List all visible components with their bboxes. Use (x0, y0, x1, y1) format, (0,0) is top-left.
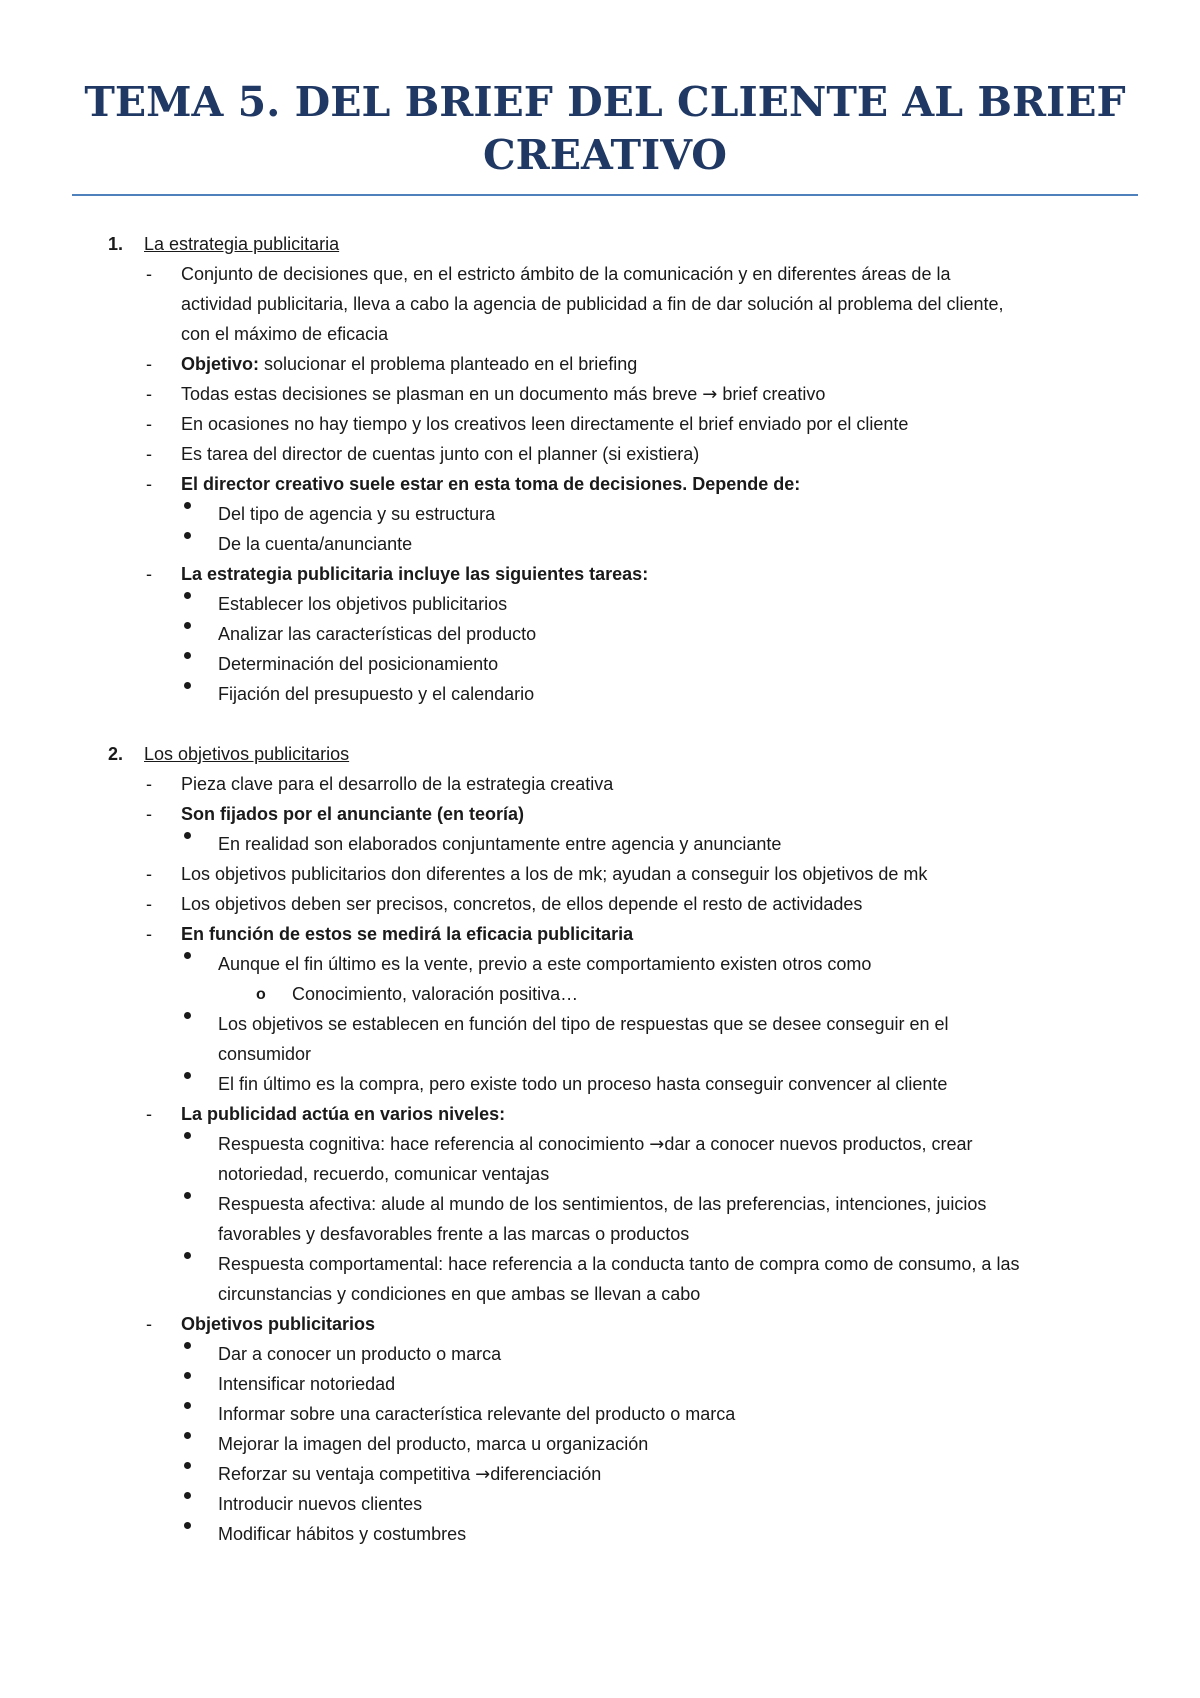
list-item-text: En ocasiones no hay tiempo y los creativos leen directamente el brief enviado por el cliente (181, 414, 909, 434)
list-item-text: Todas estas decisiones se plasman en un documento más breve (181, 384, 703, 404)
dash-marker: - (146, 474, 152, 494)
section-title: Los objetivos publicitarios (144, 744, 350, 764)
list-item-text: En función de estos se medirá la eficacia publicitaria (181, 924, 634, 944)
bullet-dot-icon (184, 1432, 191, 1439)
dash-marker: - (146, 864, 152, 884)
sub-item-text: diferenciación (490, 1464, 602, 1484)
sub-item (218, 1134, 973, 1155)
dash-marker: - (146, 414, 152, 434)
sub-item-text: En realidad son elaborados conjuntamente entre agencia y anunciante (218, 834, 782, 854)
sub-item-text: Informar sobre una característica relevante del producto o marca (218, 1404, 736, 1424)
bullet-dot-icon (184, 532, 191, 539)
sub-item-text: Modificar hábitos y costumbres (218, 1524, 467, 1544)
sub-sub-item-text: Conocimiento, valoración positiva… (292, 984, 579, 1004)
sub-item-text: Intensificar notoriedad (218, 1374, 396, 1394)
sub-item-text: Aunque el fin último es la vente, previo a este comportamiento existen otros como (218, 954, 872, 974)
sub-item-text: Respuesta cognitiva: hace referencia al conocimiento (218, 1134, 650, 1154)
list-item (181, 384, 825, 405)
list-item-text: La publicidad actúa en varios niveles: (181, 1104, 506, 1124)
sub-item-text: Del tipo de agencia y su estructura (218, 504, 496, 524)
list-item (181, 354, 637, 374)
dash-marker: - (146, 564, 152, 584)
sub-item (218, 1464, 601, 1485)
dash-marker: - (146, 924, 152, 944)
arrow-right-icon: → (702, 384, 718, 405)
bullet-dot-icon (184, 682, 191, 689)
list-item-text: Objetivos publicitarios (181, 1314, 376, 1334)
list-item-text: Los objetivos deben ser precisos, concretos, de ellos depende el resto de actividades (181, 894, 863, 914)
dash-marker: - (146, 804, 152, 824)
bullet-dot-icon (184, 1342, 191, 1349)
sub-item-text: El fin último es la compra, pero existe todo un proceso hasta conseguir convencer al cliente (218, 1074, 948, 1094)
arrow-right-icon: → (475, 1464, 491, 1485)
sub-item-text: favorables y desfavorables frente a las marcas o productos (218, 1224, 690, 1244)
dash-marker: - (146, 894, 152, 914)
bullet-dot-icon (184, 1132, 191, 1139)
sub-item-text: Establecer los objetivos publicitarios (218, 594, 508, 614)
bullet-dot-icon (184, 1012, 191, 1019)
bullet-dot-icon (184, 1192, 191, 1199)
objetivo-text: solucionar el problema planteado en el briefing (259, 354, 638, 374)
sub-item-text: consumidor (218, 1044, 312, 1064)
dash-marker: - (146, 774, 152, 794)
list-item-text: Es tarea del director de cuentas junto con el planner (si existiera) (181, 444, 700, 464)
dash-marker: - (146, 444, 152, 464)
section-number: 2. (108, 744, 124, 764)
objetivo-label: Objetivo: (181, 354, 260, 374)
bullet-dot-icon (184, 622, 191, 629)
bullet-dot-icon (184, 1252, 191, 1259)
page-title: TEMA 5. DEL BRIEF DEL CLIENTE AL BRIEF CREATIVO (84, 78, 1126, 179)
bullet-dot-icon (184, 592, 191, 599)
title-underline (72, 194, 1138, 196)
dash-marker: - (146, 384, 152, 404)
sub-item-text: Respuesta afectiva: alude al mundo de los sentimientos, de las preferencias, intenciones, juicios (218, 1194, 987, 1214)
bullet-dot-icon (184, 652, 191, 659)
sub-item-text: dar a conocer nuevos productos, crear (664, 1134, 973, 1154)
list-item-text: Los objetivos publicitarios don diferentes a los de mk; ayudan a conseguir los objetivos de mk (181, 864, 928, 884)
sub-item-text: Reforzar su ventaja competitiva (218, 1464, 476, 1484)
sub-item-text: Introducir nuevos clientes (218, 1494, 423, 1514)
list-item-text: con el máximo de eficacia (181, 324, 389, 344)
bullet-dot-icon (184, 1402, 191, 1409)
arrow-right-icon: → (649, 1134, 665, 1155)
sub-item-text: notoriedad, recuerdo, comunicar ventajas (218, 1164, 550, 1184)
list-item-text: actividad publicitaria, lleva a cabo la agencia de publicidad a fin de dar solución al problema del cliente, (181, 294, 1004, 314)
sub-item-text: Respuesta comportamental: hace referencia a la conducta tanto de compra como de consumo, a las (218, 1254, 1020, 1274)
circle-bullet-marker: o (256, 986, 266, 1003)
bullet-dot-icon (184, 1072, 191, 1079)
sub-item-text: Analizar las características del producto (218, 624, 537, 644)
bullet-dot-icon (184, 952, 191, 959)
list-item-text: Conjunto de decisiones que, en el estricto ámbito de la comunicación y en diferentes áreas de la (181, 264, 951, 284)
sub-item-text: Fijación del presupuesto y el calendario (218, 684, 535, 704)
list-item-text: La estrategia publicitaria incluye las siguientes tareas: (181, 564, 649, 584)
bullet-dot-icon (184, 832, 191, 839)
dash-marker: - (146, 354, 152, 374)
bullet-dot-icon (184, 1372, 191, 1379)
sub-item-text: Los objetivos se establecen en función del tipo de respuestas que se desee conseguir en el (218, 1014, 949, 1034)
dash-marker: - (146, 1314, 152, 1334)
list-item-text: Son fijados por el anunciante (en teoría) (181, 804, 525, 824)
section-title: La estrategia publicitaria (144, 234, 340, 254)
bullet-dot-icon (184, 1522, 191, 1529)
bullet-dot-icon (184, 1492, 191, 1499)
sub-item-text: Dar a conocer un producto o marca (218, 1344, 502, 1364)
list-item-text: brief creativo (717, 384, 826, 404)
sub-item-text: Determinación del posicionamiento (218, 654, 499, 674)
sub-item-text: De la cuenta/anunciante (218, 534, 413, 554)
bullet-dot-icon (184, 502, 191, 509)
list-item-text: El director creativo suele estar en esta toma de decisiones. Depende de: (181, 474, 801, 494)
sub-item-text: circunstancias y condiciones en que ambas se llevan a cabo (218, 1284, 701, 1304)
bullet-dot-icon (184, 1462, 191, 1469)
section-number: 1. (108, 234, 124, 254)
sub-item-text: Mejorar la imagen del producto, marca u organización (218, 1434, 649, 1454)
dash-marker: - (146, 1104, 152, 1124)
dash-marker: - (146, 264, 152, 284)
list-item-text: Pieza clave para el desarrollo de la estrategia creativa (181, 774, 614, 794)
